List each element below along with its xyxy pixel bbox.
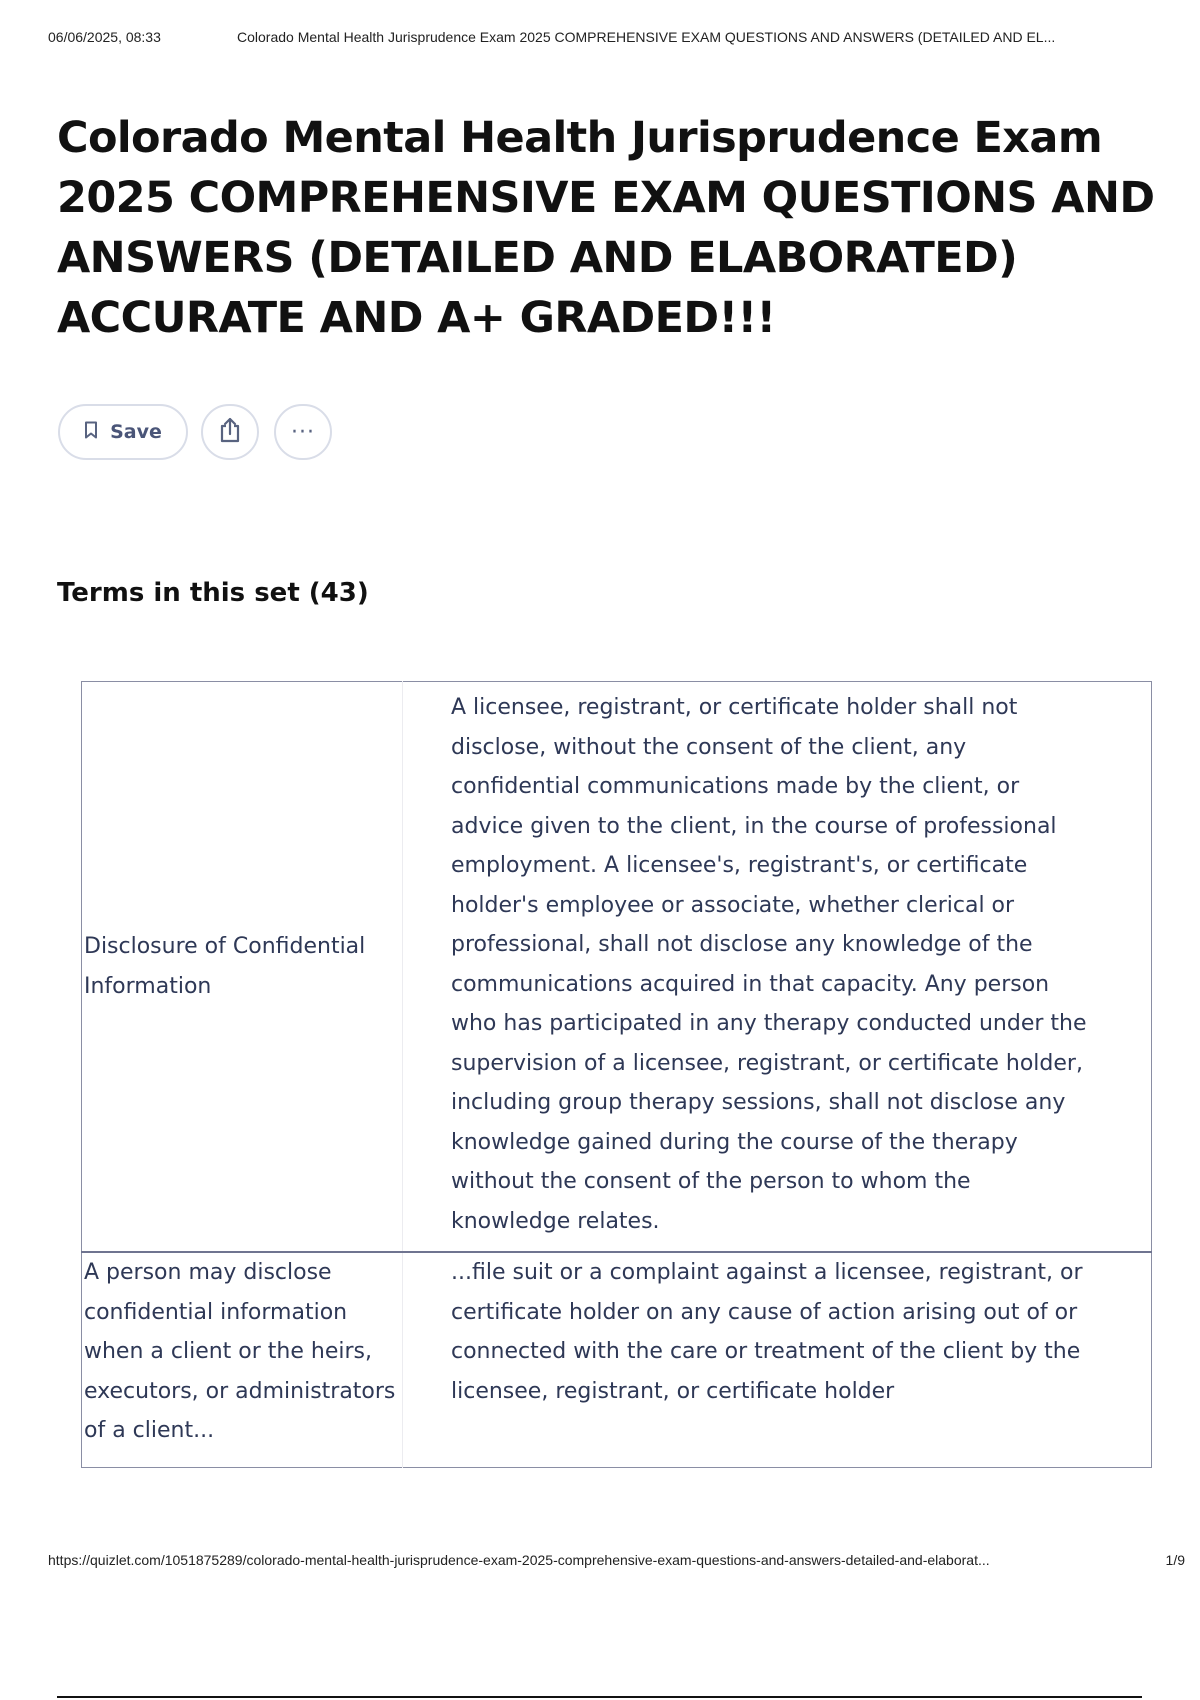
term-row <box>82 1252 1152 1467</box>
print-datetime: 06/06/2025, 08:33 <box>48 29 161 45</box>
print-doc-title: Colorado Mental Health Jurisprudence Exam 2025 COMPREHENSIVE EXAM QUESTIONS AND ANSWERS (DETAILED AND EL... <box>237 29 1056 45</box>
more-options-button[interactable] <box>274 404 332 460</box>
page-number: 1/9 <box>1165 1552 1185 1568</box>
print-url: https://quizlet.com/1051875289/colorado-mental-health-jurisprudence-exam-2025-comprehensive-exam-questions-and-answers-detailed-and-elaborat... <box>48 1552 990 1568</box>
definition-text: ...file suit or a complaint against a licensee, registrant, or certificate holder on any cause of action arising out of or connected with the care or treatment of the client by the licensee, registrant, or certificate holder <box>451 1260 1083 1404</box>
term-text: Disclosure of Confidential Information <box>82 682 403 1253</box>
save-button-label: Save <box>110 421 162 443</box>
bookmark-icon <box>84 421 98 443</box>
terms-table <box>81 681 1152 1468</box>
share-icon <box>217 416 243 448</box>
more-icon: ··· <box>291 419 315 445</box>
term-text: A person may disclose confidential information when a client or the heirs, executors, or administrators of a client... <box>82 1252 403 1467</box>
definition-text: A licensee, registrant, or certificate holder shall not disclose, without the consent of the client, any confidential communications made by the client, or advice given to the client, in the course of professional employment. A licensee's, registrant's, or certificate holder's employee or associate, whether clerical or professional, shall not disclose any knowledge of the communications acquired in that capacity. Any person who has participated in any therapy conducted under the supervision of a licensee, registrant, or certificate holder, including group therapy sessions, shall not disclose any knowledge gained during the course of the therapy without the consent of the person to whom the knowledge relates. <box>451 695 1087 1234</box>
page-divider <box>57 1696 1142 1698</box>
term-row <box>82 682 1152 1253</box>
terms-heading: Terms in this set (43) <box>57 578 369 608</box>
share-button[interactable] <box>201 404 259 460</box>
save-button[interactable] <box>58 404 188 460</box>
page-title: Colorado Mental Health Jurisprudence Exam 2025 COMPREHENSIVE EXAM QUESTIONS AND ANSWERS (DETAILED AND ELABORATED) ACCURATE AND A+ GRADED!!! <box>57 113 1155 343</box>
